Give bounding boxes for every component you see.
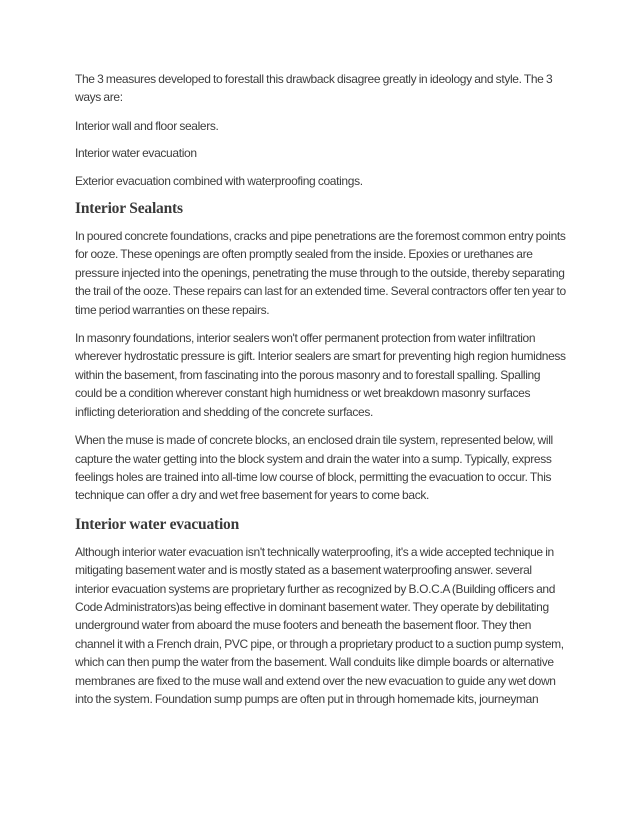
- list-item-water-evacuation: Interior water evacuation: [75, 146, 197, 161]
- list-item-exterior-evacuation: Exterior evacuation combined with waterproofing coatings.: [75, 173, 363, 188]
- intro-paragraph: The 3 measures developed to forestall this drawback disagree greatly in ideology and style. The 3 ways are:: [75, 72, 553, 105]
- document-page: [75, 70, 567, 718]
- list-item-wall-sealers: Interior wall and floor sealers.: [75, 118, 219, 133]
- section-heading-interior-water-evacuation: Interior water evacuation: [75, 515, 240, 533]
- paragraph-masonry-foundations: In masonry foundations, interior sealers won't offer permanent protection from water infiltration wherever hydrostatic pressure is gift. Interior sealers are smart for preventing high region humidness within the basement, from fascinating into the porous masonry and to forestall spalling. Spalling could be a condition wherever constant high humidness or wet breakdown masonry surfaces inflicting deterioration and shedding of the concrete surfaces.: [75, 331, 566, 419]
- section-heading-interior-sealants: Interior Sealants: [75, 200, 183, 218]
- paragraph-concrete-blocks: When the muse is made of concrete blocks, an enclosed drain tile system, represented below, will capture the water getting into the block system and drain the water into a sump. Typically, express feelings holes are trained into all-time low course of block, permitting the evacuation to occur. This technique can offer a dry and wet free basement for years to come back.: [75, 433, 553, 503]
- paragraph-evacuation-systems: Although interior water evacuation isn't technically waterproofing, it's a wide accepted technique in mitigating basement water and is mostly stated as a basement waterproofing answer. several interior evacuation systems are proprietary further as recognized by B.O.C.A (Building officers and Code Administrators)as being effective in dominant basement water. They operate by debilitating underground water from aboard the muse footers and beneath the basement floor. They then channel it with a French drain, PVC pipe, or through a proprietary product to a suction pump system, which can then pump the water from the basement. Wall conduits like dimple boards or alternative membranes are fixed to the muse wall and extend over the new evacuation to guide any wet down into the system. Foundation sump pumps are often put in through homemade kits, journeyman: [75, 544, 564, 706]
- paragraph-poured-concrete: In poured concrete foundations, cracks and pipe penetrations are the foremost common entry points for ooze. These openings are often promptly sealed from the inside. Epoxies or urethanes are pressure injected into the openings, penetrating the muse through to the outside, thereby separating the trail of the ooze. These repairs can last for an extended time. Several contractors offer ten year to time period warranties on these repairs.: [75, 229, 566, 317]
